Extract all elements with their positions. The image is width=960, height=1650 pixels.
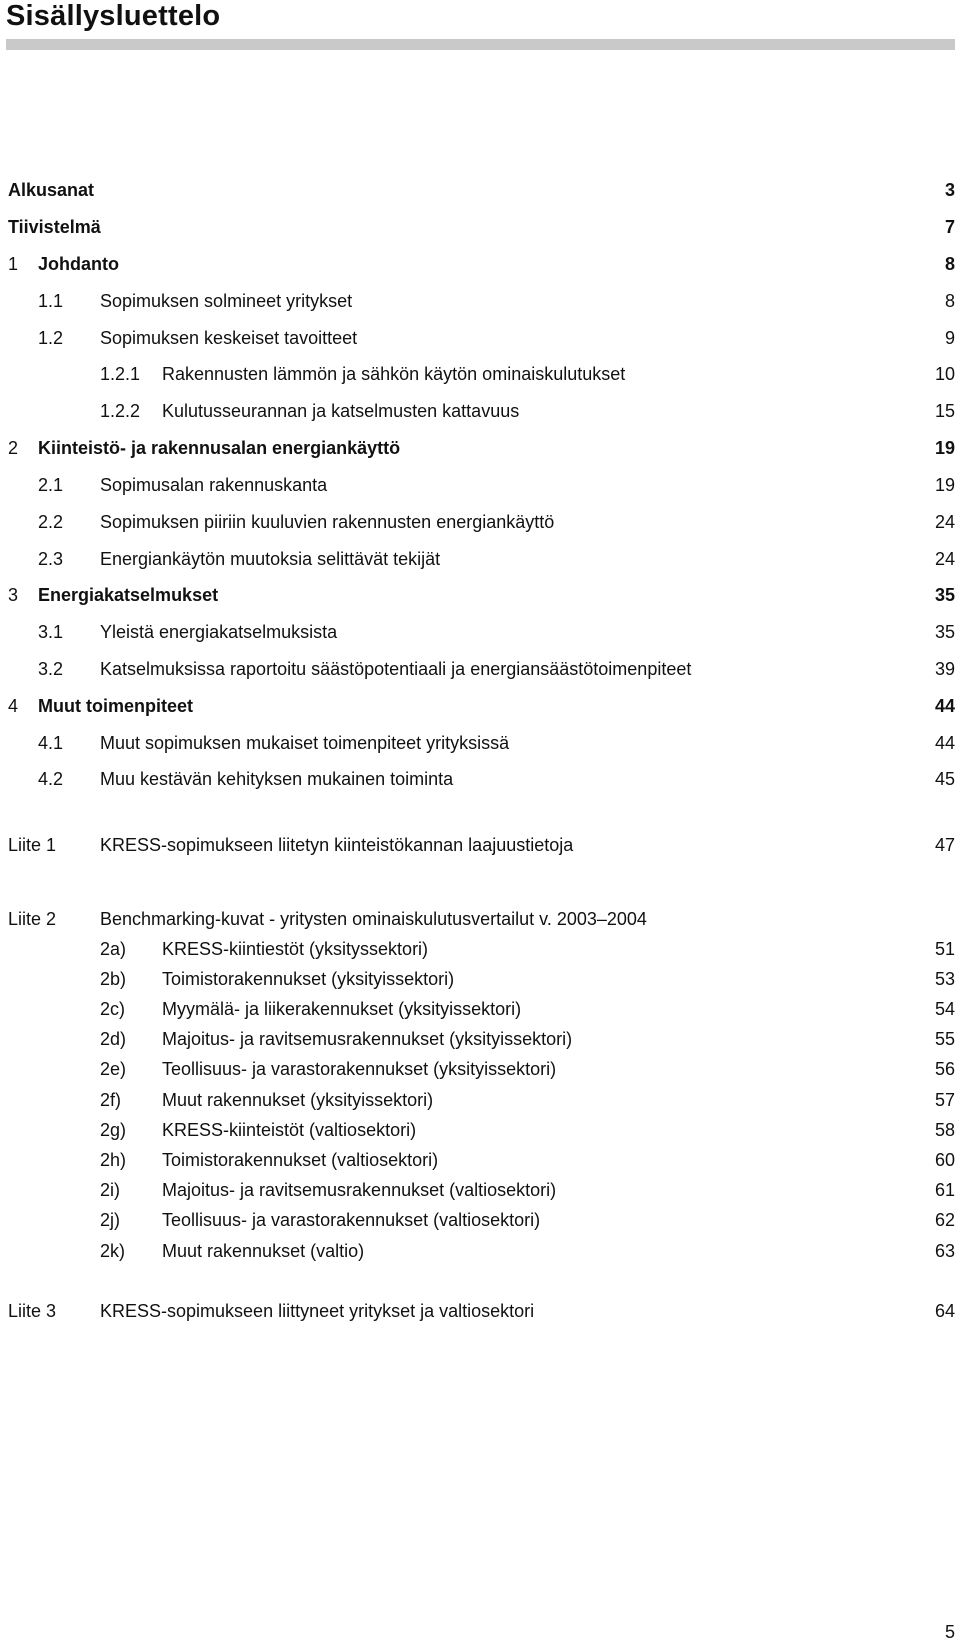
toc-entry-number: Liite 3 — [8, 1301, 57, 1321]
toc-entry-title: Kulutusseurannan ja katselmusten kattavuus — [162, 401, 520, 421]
toc-entry-page: 19 — [934, 475, 955, 495]
toc-entry-page: 19 — [934, 438, 955, 458]
toc-entry-page: 24 — [934, 512, 955, 532]
toc-entry-number: 2e) — [100, 1059, 127, 1079]
toc-entry-page: 63 — [934, 1241, 955, 1261]
toc-entry-page: 35 — [934, 622, 955, 642]
toc-entry-title: KRESS-sopimukseen liitetyn kiinteistökannan laajuustietoja — [100, 835, 574, 855]
toc-entry-title: Benchmarking-kuvat - yritysten ominaiskulutusvertailut v. 2003–2004 — [100, 909, 647, 929]
toc-entry-number: Liite 2 — [8, 909, 57, 929]
toc-entry-number: 2j) — [100, 1210, 121, 1230]
toc-entry-title: Toimistorakennukset (yksityissektori) — [162, 969, 455, 989]
toc-entry-page: 47 — [934, 835, 955, 855]
toc-entry-page: 56 — [934, 1059, 955, 1079]
toc-entry-title: Yleistä energiakatselmuksista — [100, 622, 338, 642]
toc-entry-title: Myymälä- ja liikerakennukset (yksityissektori) — [162, 999, 522, 1019]
toc-entry-number: 2f) — [100, 1090, 122, 1110]
toc-entry-number: 2.1 — [38, 475, 64, 495]
toc-entry-page: 45 — [934, 769, 955, 789]
page-number: 5 — [944, 1622, 955, 1642]
toc-entry-title: Sopimusalan rakennuskanta — [100, 475, 328, 495]
toc-entry-number: 2.3 — [38, 549, 64, 569]
toc-entry-page: 15 — [934, 401, 955, 421]
toc-entry-number: 2g) — [100, 1120, 127, 1140]
toc-entry-number: 4.2 — [38, 769, 64, 789]
toc-entry-page: 53 — [934, 969, 955, 989]
toc-entry-number: 2k) — [100, 1241, 126, 1261]
toc-entry-page: 3 — [944, 180, 955, 200]
toc-entry-page: 60 — [934, 1150, 955, 1170]
toc-entry-title: Energiankäytön muutoksia selittävät tekijät — [100, 549, 441, 569]
toc-entry-title: KRESS-kiintiestöt (yksityssektori) — [162, 939, 429, 959]
toc-entry-number: 1.2 — [38, 328, 64, 348]
toc-entry-page: 7 — [944, 217, 955, 237]
toc-entry-page: 62 — [934, 1210, 955, 1230]
toc-entry-page: 39 — [934, 659, 955, 679]
toc-entry-page: 57 — [934, 1090, 955, 1110]
toc-entry-title: Johdanto — [38, 254, 119, 274]
toc-entry-number: 2i) — [100, 1180, 121, 1200]
toc-entry-number: 3.1 — [38, 622, 64, 642]
toc-entry-number: 1.2.2 — [100, 401, 141, 421]
toc-entry-number: 1 — [8, 254, 19, 274]
toc-entry-page: 9 — [944, 328, 955, 348]
toc-entry-page: 61 — [934, 1180, 955, 1200]
toc-entry-title: Toimistorakennukset (valtiosektori) — [162, 1150, 439, 1170]
toc-entry-title: KRESS-kiinteistöt (valtiosektori) — [162, 1120, 417, 1140]
toc-entry-title: Majoitus- ja ravitsemusrakennukset (valtiosektori) — [162, 1180, 557, 1200]
toc-entry-number: Liite 1 — [8, 835, 57, 855]
toc-entry-page: 44 — [934, 733, 955, 753]
toc-entry-title: Tiivistelmä — [8, 217, 101, 237]
toc-entry-title: Sopimuksen keskeiset tavoitteet — [100, 328, 358, 348]
toc-entry-title: Majoitus- ja ravitsemusrakennukset (yksityissektori) — [162, 1029, 573, 1049]
toc-entry-page: 35 — [934, 585, 955, 605]
toc-entry-title: Sopimuksen piiriin kuuluvien rakennusten energiankäyttö — [100, 512, 555, 532]
toc-entry-title: Muut toimenpiteet — [38, 696, 193, 716]
toc-entry-number: 2d) — [100, 1029, 127, 1049]
toc-entry-title: Katselmuksissa raportoitu säästöpotentiaali ja energiansäästötoimenpiteet — [100, 659, 692, 679]
toc-entry-number: 2b) — [100, 969, 127, 989]
toc-entry-title: KRESS-sopimukseen liittyneet yritykset ja valtiosektori — [100, 1301, 535, 1321]
toc-entry-page: 58 — [934, 1120, 955, 1140]
toc-entry-number: 3.2 — [38, 659, 64, 679]
toc-entry-page: 55 — [934, 1029, 955, 1049]
toc-entry-title: Muut sopimuksen mukaiset toimenpiteet yrityksissä — [100, 733, 510, 753]
toc-entry-title: Sopimuksen solmineet yritykset — [100, 291, 353, 311]
title-underline — [6, 39, 955, 50]
toc-entry-number: 2c) — [100, 999, 126, 1019]
page-title: Sisällysluettelo — [6, 0, 221, 32]
toc-entry-title: Muut rakennukset (yksityissektori) — [162, 1090, 434, 1110]
toc-entry-page: 8 — [944, 291, 955, 311]
toc-entry-page: 64 — [934, 1301, 955, 1321]
toc-entry-number: 2a) — [100, 939, 127, 959]
toc-entry-title: Muut rakennukset (valtio) — [162, 1241, 365, 1261]
toc-entry-number: 4.1 — [38, 733, 64, 753]
toc-entry-page: 8 — [944, 254, 955, 274]
toc-entry-page: 10 — [934, 364, 955, 384]
toc-entry-title: Teollisuus- ja varastorakennukset (valtiosektori) — [162, 1210, 541, 1230]
toc-entry-title: Muu kestävän kehityksen mukainen toiminta — [100, 769, 454, 789]
toc-entry-title: Teollisuus- ja varastorakennukset (yksityissektori) — [162, 1059, 557, 1079]
toc-entry-title: Kiinteistö- ja rakennusalan energiankäyttö — [38, 438, 401, 458]
toc-entry-page: 51 — [934, 939, 955, 959]
toc-entry-number: 1.2.1 — [100, 364, 141, 384]
toc-entry-number: 2 — [8, 438, 19, 458]
toc-entry-page: 54 — [934, 999, 955, 1019]
toc-entry-title: Alkusanat — [8, 180, 95, 200]
toc-entry-number: 3 — [8, 585, 19, 605]
toc-entry-title: Rakennusten lämmön ja sähkön käytön ominaiskulutukset — [162, 364, 626, 384]
toc-entry-page: 24 — [934, 549, 955, 569]
toc-entry-title: Energiakatselmukset — [38, 585, 219, 605]
toc-entry-number: 4 — [8, 696, 19, 716]
toc-entry-page: 44 — [934, 696, 955, 716]
toc-entry-number: 2.2 — [38, 512, 64, 532]
toc-entry-number: 1.1 — [38, 291, 64, 311]
toc-entry-number: 2h) — [100, 1150, 127, 1170]
